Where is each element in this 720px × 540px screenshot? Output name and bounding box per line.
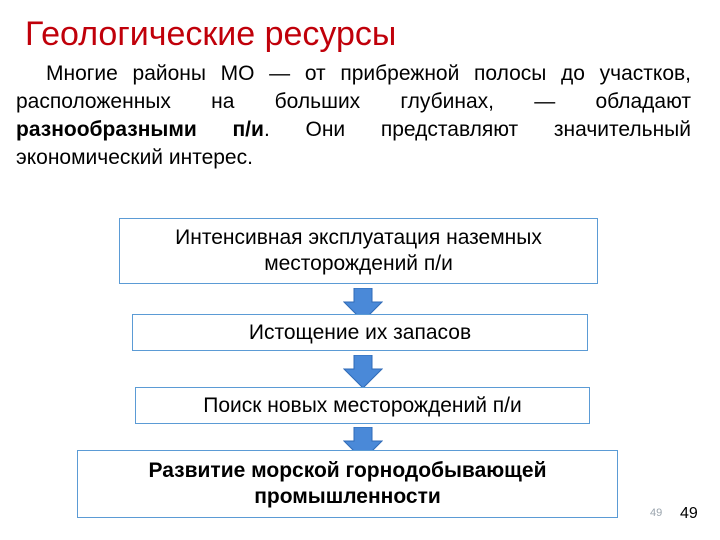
flow-step-3 <box>135 387 590 424</box>
page-number-small: 49 <box>650 507 663 519</box>
intro-text-1: Многие районы МО — от прибрежной полосы до участков, расположенных на больших глубинах, — обладают <box>16 62 691 113</box>
flow-step-4-label: Развитие морской горнодобывающей промышленности <box>148 459 547 508</box>
flow-step-2-label: Истощение их запасов <box>248 320 472 344</box>
down-arrow-icon <box>343 355 383 389</box>
slide-title: Геологические ресурсы <box>25 15 397 53</box>
intro-text-2: . Они представляют значительный экономический интерес. <box>16 118 691 169</box>
intro-paragraph <box>16 60 691 172</box>
flow-step-1 <box>119 218 598 284</box>
flow-step-3-label: Поиск новых месторождений п/и <box>203 393 522 417</box>
flow-step-2 <box>132 314 588 351</box>
page-number: 49 <box>680 505 698 522</box>
flow-step-1-label: Интенсивная эксплуатация наземных месторождений п/и <box>175 226 542 275</box>
flow-step-4 <box>77 450 618 518</box>
intro-bold-text: разнообразными п/и <box>16 118 264 141</box>
